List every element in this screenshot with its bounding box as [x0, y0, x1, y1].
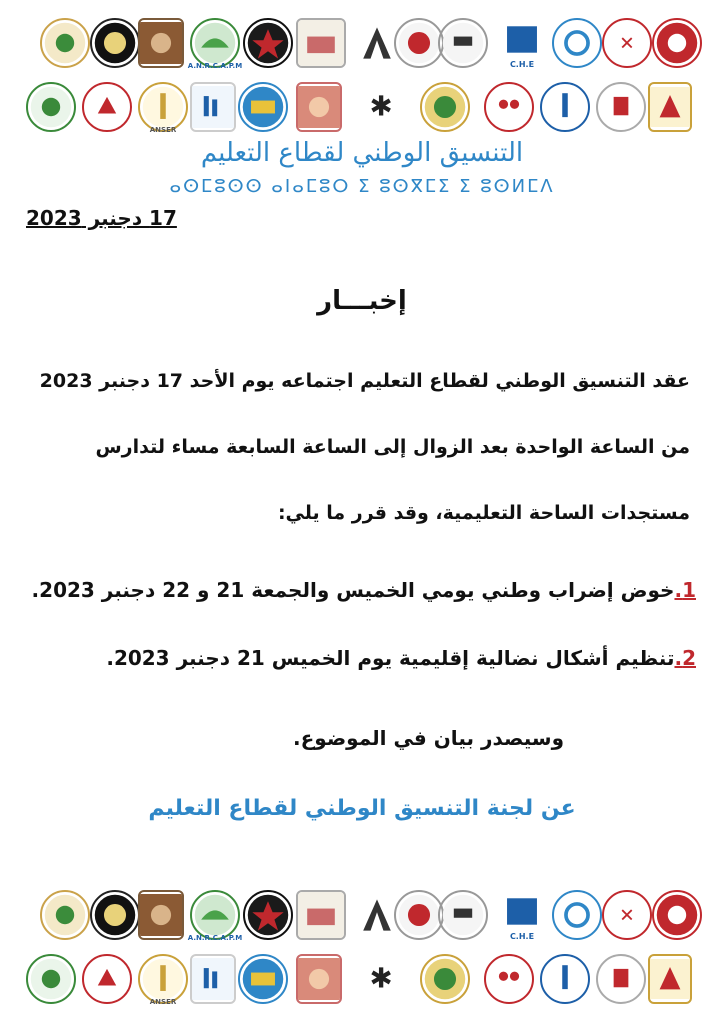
bottom-logo-row-2 [0, 954, 724, 1010]
union-logo-icon [26, 954, 76, 1004]
union-logo-icon [652, 18, 702, 68]
union-logo-icon [484, 82, 534, 132]
body-line-2: من الساعة الواحدة بعد الزوال إلى الساعة السابعة مساء لتدارس [95, 436, 690, 458]
union-logo-icon [652, 890, 702, 940]
svg-text:✕: ✕ [619, 33, 635, 55]
union-logo-icon [26, 82, 76, 132]
union-logo-icon [296, 82, 342, 132]
union-logo-icon [420, 954, 470, 1004]
union-logo-icon [596, 82, 646, 132]
union-logo-icon [438, 890, 488, 940]
svg-text:✕: ✕ [619, 905, 635, 927]
union-logo-icon [82, 82, 132, 132]
che-label: C.H.E [509, 60, 535, 69]
union-logo-icon [552, 890, 602, 940]
union-logo-icon [90, 890, 140, 940]
union-logo-icon [190, 18, 240, 68]
union-logo-icon [138, 954, 188, 1004]
union-logo-icon [552, 18, 602, 68]
decision-number: 2. [674, 646, 696, 670]
union-logo-icon [602, 18, 652, 68]
union-logo-icon [238, 82, 288, 132]
document-title: التنسيق الوطني لقطاع التعليم [200, 138, 524, 168]
union-logo-icon [190, 82, 236, 132]
union-logo-icon [40, 18, 90, 68]
union-logo-icon [438, 18, 488, 68]
union-logo-icon [296, 890, 346, 940]
document-date: 17 دجنبر 2023 [26, 206, 177, 230]
top-logo-row-2 [0, 82, 724, 138]
union-logo-icon [648, 82, 692, 132]
union-logo-icon [90, 18, 140, 68]
union-logo-icon [243, 890, 293, 940]
closing-note: وسيصدر بيان في الموضوع. [293, 726, 564, 750]
union-logo-icon [138, 18, 184, 68]
union-logo-icon [190, 954, 236, 1004]
decision-text: خوض إضراب وطني يومي الخميس والجمعة 21 و 22 دجنبر 2023. [31, 578, 675, 602]
anrcapm-label: A.N.R.C.A.P.M [187, 62, 243, 70]
announcement-heading: إخبـــار [317, 286, 407, 316]
union-logo-icon [238, 954, 288, 1004]
body-line-1: عقد التنسيق الوطني لقطاع التعليم اجتماعه يوم الأحد 17 دجنبر 2023 [39, 370, 690, 392]
union-logo-icon [138, 82, 188, 132]
union-logo-icon [356, 954, 406, 1004]
union-logo-icon [190, 890, 240, 940]
union-logo-icon [540, 954, 590, 1004]
tifinagh-title: ⴰⵙⵎⵓⵙⵙ ⴰⵏⴰⵎⵓⵔ ⵉ ⵓⵙⴳⵎⵉ ⵉ ⵓⵙⵍⵎⴷ [169, 176, 555, 197]
body-line-3: مستجدات الساحة التعليمية، وقد قرر ما يلي: [277, 502, 690, 524]
anrcapm-label: A.N.R.C.A.P.M [187, 934, 243, 942]
anser-label: ANSER [149, 126, 177, 134]
union-logo-icon [82, 954, 132, 1004]
anser-label: ANSER [149, 998, 177, 1006]
svg-text:✱: ✱ [369, 961, 393, 995]
union-logo-icon [356, 82, 406, 132]
union-logo-icon [420, 82, 470, 132]
che-label: C.H.E [509, 932, 535, 941]
top-logo-row-1 [0, 18, 724, 74]
bottom-logo-row-1 [0, 890, 724, 946]
union-logo-icon [648, 954, 692, 1004]
decision-item-1 [32, 578, 696, 602]
union-logo-icon [484, 954, 534, 1004]
union-logo-icon [243, 18, 293, 68]
decision-text: تنظيم أشكال نضالية إقليمية يوم الخميس 21 دجنبر 2023. [106, 646, 675, 670]
svg-text:✱: ✱ [369, 89, 393, 123]
union-logo-icon [540, 82, 590, 132]
decision-item-2 [106, 646, 696, 670]
union-logo-icon [40, 890, 90, 940]
signature: عن لجنة التنسيق الوطني لقطاع التعليم [148, 796, 576, 821]
union-logo-icon [296, 954, 342, 1004]
union-logo-icon [138, 890, 184, 940]
union-logo-icon [394, 18, 444, 68]
union-logo-icon [596, 954, 646, 1004]
union-logo-icon [296, 18, 346, 68]
union-logo-icon [602, 890, 652, 940]
union-logo-icon [394, 890, 444, 940]
decision-number: 1. [674, 578, 696, 602]
